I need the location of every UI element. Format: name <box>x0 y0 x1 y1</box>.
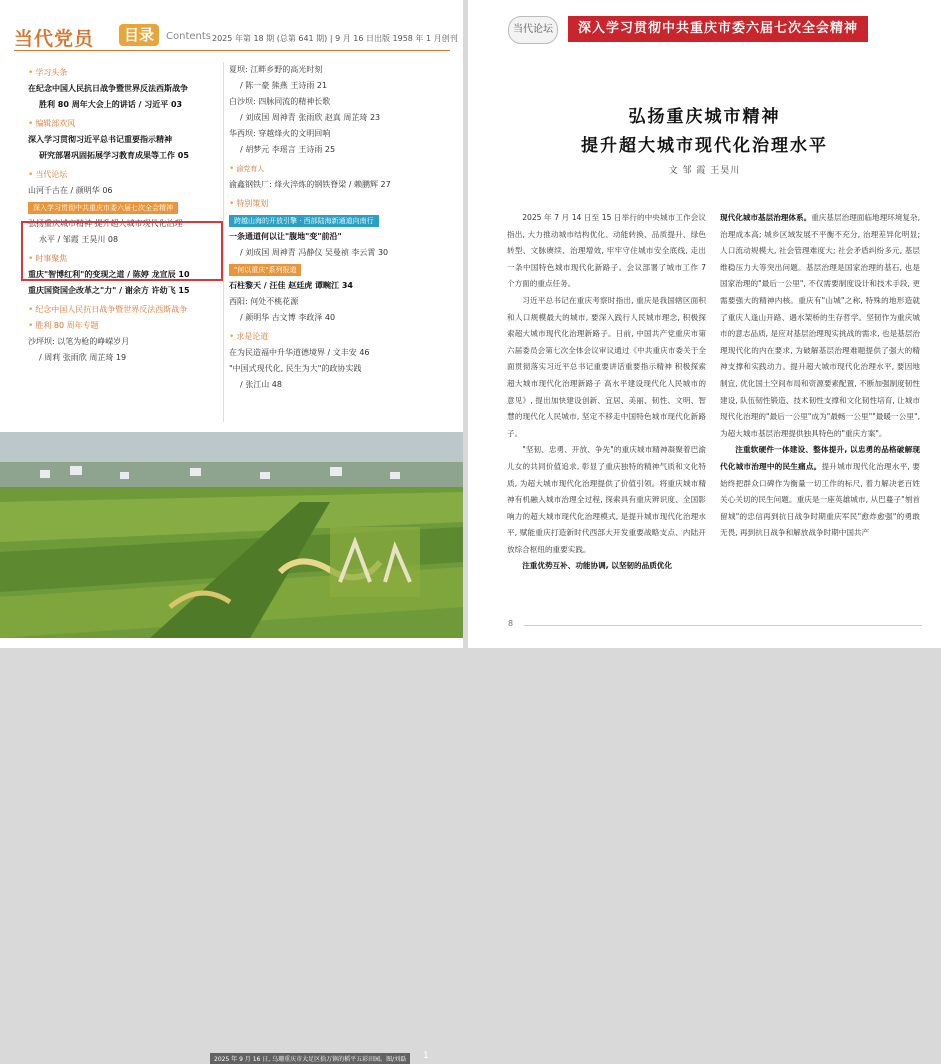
toc-entry[interactable]: 白沙坝: 四脉同流的精神长歌 <box>229 97 331 106</box>
photo-caption: 2025 年 9 月 16 日, 乌珊重庆市大足区拾万镇的稻平五彩田园。图/刘磊 <box>210 1053 410 1064</box>
toc-entry-author[interactable]: / 颜明华 古文博 李政泽 40 <box>240 313 336 322</box>
toc-entry[interactable]: 渝鑫钢铁厂: 烽火淬炼的钢铁脊梁 / 赖鹏辉 27 <box>229 180 391 189</box>
article-column-1 <box>507 210 706 575</box>
topic-banner: 深入学习贯彻中共重庆市委六届七次全会精神 <box>568 16 868 42</box>
section-heading: • 纪念中国人民抗日战争暨世界反法西斯战争 <box>28 302 228 318</box>
toc-entry[interactable]: 在纪念中国人民抗日战争暨世界反法西斯战争 <box>28 84 188 93</box>
toc-entry[interactable]: 山河千古在 / 颜明华 06 <box>28 186 113 195</box>
contents-page <box>0 0 463 1063</box>
toc-entry[interactable]: 华西坝: 穿越烽火的文明回响 <box>229 129 331 138</box>
bold-lead: 注重软硬件一体建设、整体提升, 以忠勇的品格破解现代化城市治理中的民生痛点。 <box>720 445 920 471</box>
paragraph: 重庆基层治理面临地理环境复杂, 治理成本高; 城乡区域发展不平衡不充分, 治理差异化明显; 人口流动规模大, 社会管理难度大; 社会矛盾纠纷多元, 基层维稳压力大等突出问题。基层治理是国家治理的基石, 也是国家治理的"最后一公里", 不仅需要制度设计和技术手段, 更需要强大的精神内核。重庆有"山城"之称, 特殊的地形造就了重庆人逢山开路、遇水架桥的生存哲学。坚韧作为重庆城市的意志品质, 是应对基层治理现实挑战的需求, 也是基层治理现代化的内在要求, 为破解基层治理难题提供了强大的精神支撑和实践动力。提升超大城市现代化治理水平, 要因地制宜, 优化国土空间布局和资源要素配置, 不断加强制度韧性建设, 队伍韧性锻造、技术韧性支撑和文化韧性培育, 让城市现代化治理的"最后一公里"成为"最畅一公里""最暖一公里", 为超大城市基层治理提供独具特色的"重庆方案"。 <box>720 213 921 438</box>
section-heading-continued: • 胜利 80 周年专题 <box>28 318 228 334</box>
column-tag: 当代论坛 <box>508 16 558 44</box>
toc-entry[interactable]: 石柱黎天 / 汪佳 赵廷虎 谭畹江 34 <box>229 281 353 290</box>
cover-photo-rice-fields <box>0 432 463 1063</box>
contents-badge: 目录 <box>119 24 159 46</box>
paragraph: 2025 年 7 月 14 日至 15 日举行的中央城市工作会议指出, 大力推动城市结构优化、动能转换、品质提升、绿色转型、文脉赓续、治理增效, 牢牢守住城市安全底线, 走出一条中国特色城市现代化新路子。会议部署了城市工作 7 个方面的重点任务。 <box>507 213 706 289</box>
section-heading: • 学习头条 <box>28 65 228 81</box>
toc-entry[interactable]: 胜利 80 周年大会上的讲话 / 习近平 03 <box>39 100 183 109</box>
bold-lead: 现代化城市基层治理体系。 <box>720 213 812 222</box>
toc-entry[interactable]: "中国式现代化, 民生为大"的政协实践 <box>229 364 362 373</box>
toc-entry[interactable]: 深入学习贯彻习近平总书记重要指示精神 <box>28 135 172 144</box>
toc-entry-author[interactable]: / 刘成国 周神青 冯静仪 吴曼祯 李云霄 30 <box>240 248 389 257</box>
paragraph: 提升城市现代化治理水平, 要始终把群众口碑作为衡量一切工作的标尺, 着力解决老百姓关心关切的民生问题。重庆是一座英雄城市, 从巴蔓子"刎首留城"的忠信再到抗日战争时期重庆军民"愈炸愈强"的勇敢无畏, 再到抗日战争和解放战争时期中国共产 <box>720 461 921 538</box>
article-page <box>468 0 941 648</box>
toc-entry-author[interactable]: / 张江山 48 <box>240 380 282 389</box>
article-title-line-1: 弘扬重庆城市精神 <box>628 107 781 127</box>
toc-entry[interactable]: 重庆国资国企改革之"力" / 谢余方 许幼飞 15 <box>28 286 190 295</box>
rice-field-illustration <box>0 432 463 638</box>
toc-entry-author[interactable]: / 胡梦元 李瑶言 王诗雨 25 <box>240 145 336 154</box>
footer-rule <box>524 625 922 626</box>
section-heading: • 时事聚焦 <box>28 251 228 267</box>
magazine-brand: 当代党员 <box>14 28 95 50</box>
highlight-box <box>21 221 223 281</box>
topic-tag: 跨越山海的开放引擎 · 西部陆海新通道向南行 <box>229 215 379 227</box>
paragraph: 习近平总书记在重庆考察时指出, 重庆是我国辖区面积和人口规模最大的城市, 要深入践行人民城市理念, 积极探索超大城市现代化治理新路子。日前, 中国共产党重庆市第六届委员会第七次全体会议审议通过《中共重庆市委关于全面贯彻落实习近平总书记重要讲话重要指示精神 积极探索超大城市现代化治理新路子 高水平建设现代化人民城市的意见》, 提出加快建设创新、宜居、美丽、韧性、文明、智慧的现代化人民城市, 坚定不移走中国特色城市现代化新路子。 <box>507 295 706 438</box>
toc-entry[interactable]: 在为民造福中升华道德境界 / 文丰安 46 <box>229 348 370 357</box>
article-column-2 <box>720 210 920 542</box>
section-heading: • 求是论道 <box>229 329 454 345</box>
topic-tag: "何以重庆"系列报道 <box>229 264 301 276</box>
section-heading: • 编辑部欢风 <box>28 116 228 132</box>
contents-column-2 <box>229 62 454 393</box>
article-author: 文 邹 霞 王昊川 <box>668 166 741 176</box>
contents-english-label: Contents <box>166 31 211 42</box>
toc-entry[interactable]: 沙坪坝: 以笔为枪的峥嵘岁月 <box>28 337 130 346</box>
toc-entry-author[interactable]: / 刘成国 周神青 张雨欣 赵真 周芷琦 23 <box>240 113 381 122</box>
toc-entry-highlighted-author[interactable]: 水平 / 邹霞 王昊川 08 <box>39 235 119 244</box>
issue-info: 2025 年第 18 期 (总第 641 期) | 9 月 16 日出版 1958 年 1 月创刊 <box>212 34 458 43</box>
section-heading: • 特别策划 <box>229 196 454 212</box>
article-title-line-2: 提升超大城市现代化治理水平 <box>581 136 828 156</box>
left-page-number: 1 <box>423 1051 429 1061</box>
contents-column-1 <box>28 62 228 366</box>
toc-entry[interactable]: 夏坝: 江畔乡野的高光时刻 <box>229 65 323 74</box>
contents-header <box>0 0 463 52</box>
topic-tag: 深入学习贯彻中共重庆市委六届七次全会精神 <box>28 202 178 214</box>
toc-entry-author[interactable]: / 陈一豪 熊燕 王诗雨 21 <box>240 81 328 90</box>
section-heading: • 渝党育人 <box>229 161 454 177</box>
toc-entry[interactable]: 研究部署巩固拓展学习教育成果等工作 05 <box>39 151 189 160</box>
paragraph: "坚韧、忠勇、开放、争先"的重庆城市精神凝聚着巴渝儿女的共同价值追求, 彰显了重庆独特的精神气质和文化特质, 为超大城市现代化治理提供了价值引领。将重庆城市精神有机融入城市治理全过程, 探索具有重庆辨识度、全国影响力的超大城市现代化治理模式, 是提升城市现代化治理水平, 赋能重庆打造新时代西部大开发重要战略支点、内陆开放综合枢纽的重要实践。 <box>507 445 706 554</box>
toc-entry[interactable]: 一条通道何以让"腹地"变"前沿" <box>229 232 342 241</box>
toc-entry[interactable]: 西阳: 何处不桃花源 <box>229 297 299 306</box>
header-rule <box>14 50 450 51</box>
section-heading: • 当代论坛 <box>28 167 228 183</box>
toc-entry-author[interactable]: / 周莉 张雨欣 周芷琦 19 <box>39 353 127 362</box>
right-page-number: 8 <box>508 619 514 628</box>
bold-paragraph: 注重优势互补、功能协调, 以坚韧的品质优化 <box>522 561 672 571</box>
toc-entry-highlighted[interactable]: 弘扬重庆城市精神 提升超大城市现代化治理 <box>28 219 183 228</box>
toc-entry[interactable]: 重庆"智博红利"的变现之道 / 陈婷 龙宣辰 10 <box>28 270 190 279</box>
